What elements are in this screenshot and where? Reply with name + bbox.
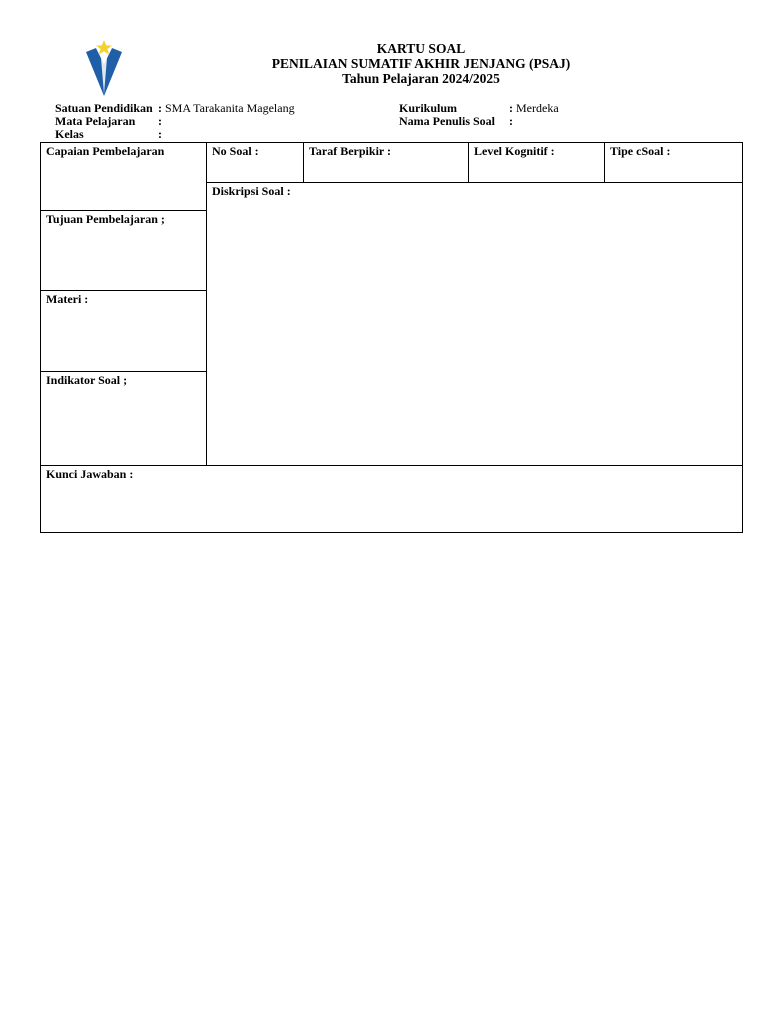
info-label: Mata Pelajaran <box>55 114 136 128</box>
info-colon: : <box>158 101 162 115</box>
title-assessment: PENILAIAN SUMATIF AKHIR JENJANG (PSAJ) <box>271 56 571 71</box>
label-tujuan: Tujuan Pembelajaran ; <box>46 212 165 226</box>
info-colon: : <box>509 101 513 115</box>
title-kartu-soal: KARTU SOAL <box>376 41 466 56</box>
document-header <box>221 41 621 87</box>
cell-level-kognitif[interactable] <box>468 142 605 183</box>
cell-taraf-berpikir[interactable] <box>303 142 469 183</box>
cell-capaian[interactable] <box>40 142 207 211</box>
label-materi: Materi : <box>46 292 89 306</box>
label-level-kognitif: Level Kognitif : <box>474 144 555 158</box>
school-logo-icon <box>82 38 126 98</box>
cell-tipe-soal[interactable] <box>604 142 743 183</box>
cell-kunci-jawaban[interactable] <box>40 465 743 533</box>
label-kunci-jawaban: Kunci Jawaban : <box>46 467 134 481</box>
info-row-kelas <box>55 128 295 141</box>
info-row-penulis <box>399 115 559 128</box>
title-school-year: Tahun Pelajaran 2024/2025 <box>342 71 500 86</box>
info-colon: : <box>509 114 513 128</box>
info-colon: : <box>158 127 162 141</box>
info-left-block <box>55 102 295 141</box>
label-capaian: Capaian Pembelajaran <box>46 144 165 158</box>
label-no-soal: No Soal : <box>212 144 259 158</box>
info-label: Kurikulum <box>399 101 458 115</box>
info-value-kurikulum: Merdeka <box>516 101 559 115</box>
cell-indikator[interactable] <box>40 371 207 466</box>
info-label: Nama Penulis Soal <box>399 114 496 128</box>
info-label: Kelas <box>55 127 84 141</box>
info-colon: : <box>158 114 162 128</box>
label-taraf-berpikir: Taraf Berpikir : <box>309 144 392 158</box>
cell-diskripsi-soal[interactable] <box>206 182 743 466</box>
cell-tujuan[interactable] <box>40 210 207 291</box>
info-row-mapel <box>55 115 295 128</box>
info-label: Satuan Pendidikan <box>55 101 153 115</box>
label-diskripsi-soal: Diskripsi Soal : <box>212 184 291 198</box>
label-tipe-soal: Tipe cSoal : <box>610 144 671 158</box>
info-right-block <box>399 102 559 128</box>
cell-no-soal[interactable] <box>206 142 304 183</box>
cell-materi[interactable] <box>40 290 207 372</box>
label-indikator: Indikator Soal ; <box>46 373 128 387</box>
info-value-satuan: SMA Tarakanita Magelang <box>165 101 295 115</box>
